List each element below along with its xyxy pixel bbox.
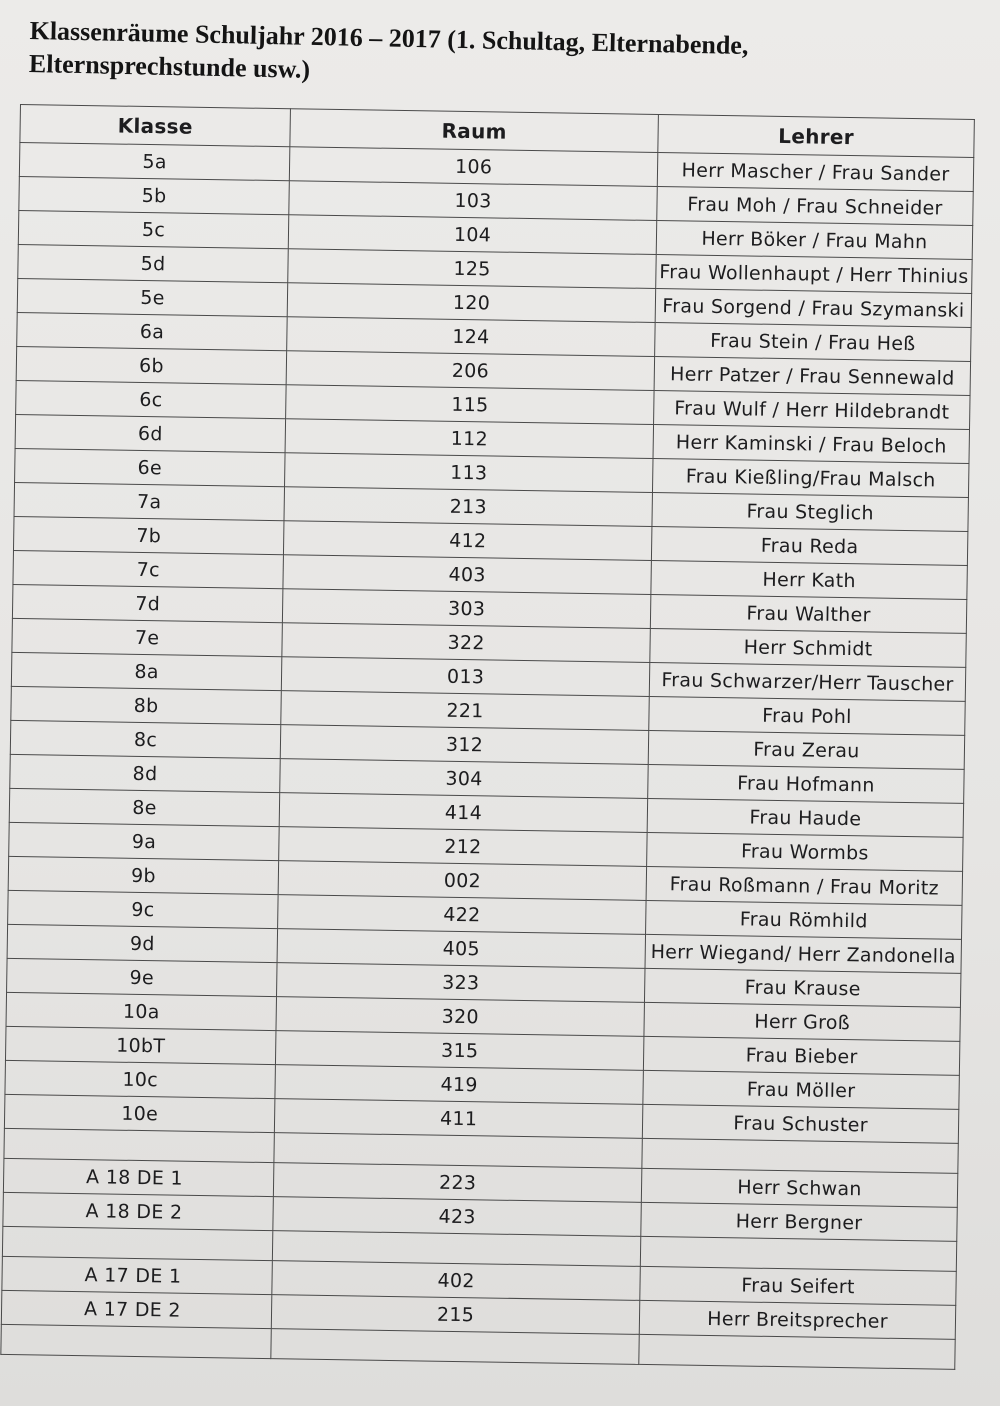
lehrer-cell: Frau Wulf / Herr Hildebrandt (654, 390, 970, 429)
raum-cell: 124 (287, 317, 655, 357)
klasse-cell: 10c (5, 1060, 276, 1098)
klasse-cell: A 18 DE 1 (3, 1158, 274, 1196)
raum-cell: 106 (289, 147, 657, 187)
raum-cell: 405 (277, 929, 645, 969)
lehrer-cell: Herr Böker / Frau Mahn (656, 221, 972, 260)
klasse-cell: 9a (9, 822, 280, 860)
raum-cell: 403 (283, 555, 651, 595)
klasse-cell (4, 1128, 275, 1162)
klasse-cell: 5a (19, 143, 290, 181)
raum-cell: 402 (272, 1261, 640, 1301)
raum-cell: 312 (280, 725, 648, 765)
klasse-cell: 9c (8, 890, 279, 928)
lehrer-cell: Frau Steglich (652, 492, 968, 531)
klasse-cell: 7d (12, 584, 283, 622)
lehrer-cell: Herr Mascher / Frau Sander (657, 153, 973, 192)
raum-cell: 212 (279, 827, 647, 867)
klasse-cell: 8b (11, 686, 282, 724)
klasse-cell: 6e (15, 448, 286, 486)
lehrer-cell: Frau Walther (650, 594, 966, 633)
header-klasse: Klasse (20, 105, 291, 147)
raum-cell: 221 (281, 691, 649, 731)
klasse-cell: 7c (13, 550, 284, 588)
lehrer-cell: Herr Breitsprecher (639, 1300, 955, 1339)
lehrer-cell: Frau Wollenhaupt / Herr Thinius (656, 255, 972, 294)
raum-cell: 304 (280, 759, 648, 799)
klasse-cell: 8c (10, 720, 281, 758)
lehrer-cell: Herr Patzer / Frau Sennewald (654, 356, 970, 395)
lehrer-cell: Frau Wormbs (647, 832, 963, 871)
raum-cell: 423 (273, 1197, 641, 1237)
table-body (1, 143, 974, 1370)
lehrer-cell (639, 1334, 955, 1369)
raum-cell: 120 (287, 283, 655, 323)
raum-cell: 103 (289, 181, 657, 221)
klasse-cell: A 18 DE 2 (3, 1192, 274, 1230)
raum-cell: 206 (286, 351, 654, 391)
lehrer-cell: Frau Moh / Frau Schneider (657, 187, 973, 226)
raum-cell: 303 (282, 589, 650, 629)
lehrer-cell: Frau Reda (651, 526, 967, 565)
raum-cell: 223 (273, 1163, 641, 1203)
lehrer-cell (642, 1138, 958, 1173)
klasse-cell: A 17 DE 1 (2, 1256, 273, 1294)
lehrer-cell: Herr Kaminski / Frau Beloch (653, 424, 969, 463)
raum-cell: 323 (277, 963, 645, 1003)
page-title: Klassenräume Schuljahr 2016 – 2017 (1. Schultag, Elternabende, Elternsprechstunde usw.) (28, 15, 749, 84)
raum-cell: 419 (275, 1065, 643, 1105)
klasse-cell: 6d (15, 414, 286, 452)
klasse-cell (2, 1226, 273, 1260)
lehrer-cell: Frau Roßmann / Frau Moritz (646, 866, 962, 905)
klasse-cell: 5c (18, 210, 289, 248)
lehrer-cell: Frau Haude (647, 798, 963, 837)
klasse-cell: 8a (11, 652, 282, 690)
klasse-cell: 9b (8, 856, 279, 894)
raum-cell: 013 (281, 657, 649, 697)
raum-cell: 422 (278, 895, 646, 935)
klasse-cell: 8d (10, 754, 281, 792)
header-lehrer: Lehrer (658, 115, 975, 158)
lehrer-cell: Frau Hofmann (648, 764, 964, 803)
lehrer-cell: Frau Römhild (646, 900, 962, 939)
classroom-table (0, 104, 975, 1370)
lehrer-cell: Frau Möller (643, 1070, 959, 1109)
raum-cell: 104 (288, 215, 656, 255)
lehrer-cell: Frau Pohl (649, 696, 965, 735)
klasse-cell: 7b (13, 516, 284, 554)
raum-cell: 414 (279, 793, 647, 833)
klasse-cell: 6c (16, 380, 287, 418)
lehrer-cell: Herr Bergner (641, 1202, 957, 1241)
raum-cell: 215 (271, 1295, 639, 1335)
lehrer-cell: Herr Kath (651, 560, 967, 599)
raum-cell: 113 (285, 453, 653, 493)
klasse-cell: 6b (16, 346, 287, 384)
raum-cell: 315 (276, 1031, 644, 1071)
lehrer-cell: Frau Bieber (643, 1036, 959, 1075)
header-raum: Raum (290, 109, 659, 153)
raum-cell: 002 (278, 861, 646, 901)
klasse-cell: 7a (14, 482, 285, 520)
lehrer-cell: Frau Stein / Frau Heß (655, 323, 971, 362)
raum-cell: 115 (286, 385, 654, 425)
raum-cell: 322 (282, 623, 650, 663)
lehrer-cell: Herr Schmidt (650, 628, 966, 667)
klasse-cell: 8e (9, 788, 280, 826)
raum-cell: 411 (274, 1099, 642, 1139)
raum-cell: 320 (276, 997, 644, 1037)
klasse-cell: 5b (19, 176, 290, 214)
klasse-cell: 10bT (5, 1026, 276, 1064)
lehrer-cell: Frau Schuster (642, 1104, 958, 1143)
lehrer-cell: Frau Krause (644, 968, 960, 1007)
lehrer-cell (640, 1236, 956, 1271)
raum-cell (271, 1329, 639, 1365)
klasse-cell: 9e (7, 958, 278, 996)
lehrer-cell: Herr Schwan (641, 1168, 957, 1207)
lehrer-cell: Herr Groß (644, 1002, 960, 1041)
klasse-cell: 7e (12, 618, 283, 656)
klasse-cell: 10a (6, 992, 277, 1030)
raum-cell: 213 (284, 487, 652, 527)
klasse-cell: 9d (7, 924, 278, 962)
raum-cell: 112 (285, 419, 653, 459)
klasse-cell: 6a (17, 312, 288, 350)
lehrer-cell: Herr Wiegand/ Herr Zandonella (645, 934, 961, 973)
lehrer-cell: Frau Zerau (648, 730, 964, 769)
klasse-cell: A 17 DE 2 (1, 1290, 272, 1328)
lehrer-cell: Frau Schwarzer/Herr Tauscher (649, 662, 965, 701)
lehrer-cell: Frau Sorgend / Frau Szymanski (655, 289, 971, 328)
raum-cell: 412 (284, 521, 652, 561)
klasse-cell: 5e (17, 278, 288, 316)
lehrer-cell: Frau Seifert (640, 1266, 956, 1305)
raum-cell: 125 (288, 249, 656, 289)
table-container (0, 104, 975, 1370)
lehrer-cell: Frau Kießling/Frau Malsch (653, 458, 969, 497)
klasse-cell (1, 1324, 272, 1358)
klasse-cell: 5d (18, 244, 289, 282)
klasse-cell: 10e (4, 1094, 275, 1132)
